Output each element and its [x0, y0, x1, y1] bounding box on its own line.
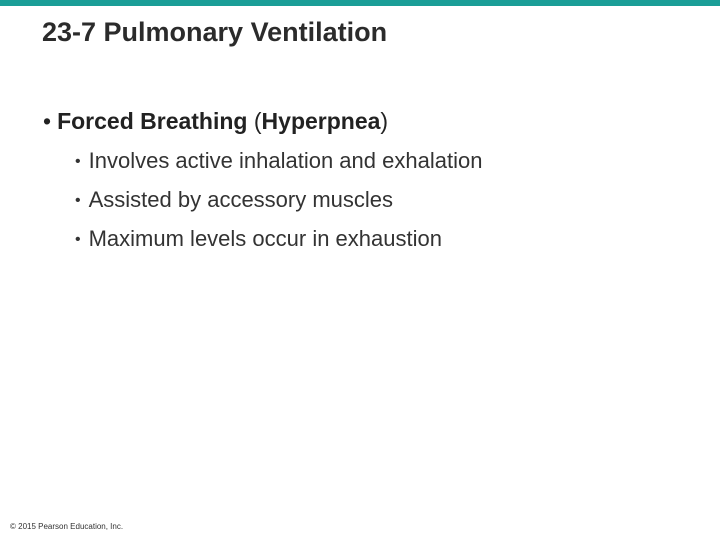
bullet-marker: •	[43, 108, 52, 134]
slide-title: 23-7 Pulmonary Ventilation	[42, 17, 388, 47]
main-bullet	[43, 108, 388, 135]
accent-top-bar	[0, 0, 720, 6]
copyright-notice: © 2015 Pearson Education, Inc.	[10, 522, 124, 531]
bullet-marker: •	[75, 153, 81, 170]
main-bullet-synonym: Hyperpnea	[261, 108, 381, 134]
main-bullet-open-paren: (	[247, 108, 262, 134]
main-bullet-term: Forced Breathing	[57, 108, 248, 134]
bullet-marker: •	[75, 192, 81, 209]
sub-bullet-list	[75, 146, 482, 263]
sub-bullet-text: Involves active inhalation and exhalation	[88, 148, 483, 173]
main-bullet-close-paren: )	[380, 108, 389, 134]
sub-bullet-text: Assisted by accessory muscles	[88, 187, 394, 212]
sub-bullet-text: Maximum levels occur in exhaustion	[88, 226, 442, 251]
sub-bullet-item	[75, 146, 482, 185]
sub-bullet-item	[75, 185, 482, 224]
bullet-marker: •	[75, 231, 81, 248]
sub-bullet-item	[75, 224, 482, 263]
